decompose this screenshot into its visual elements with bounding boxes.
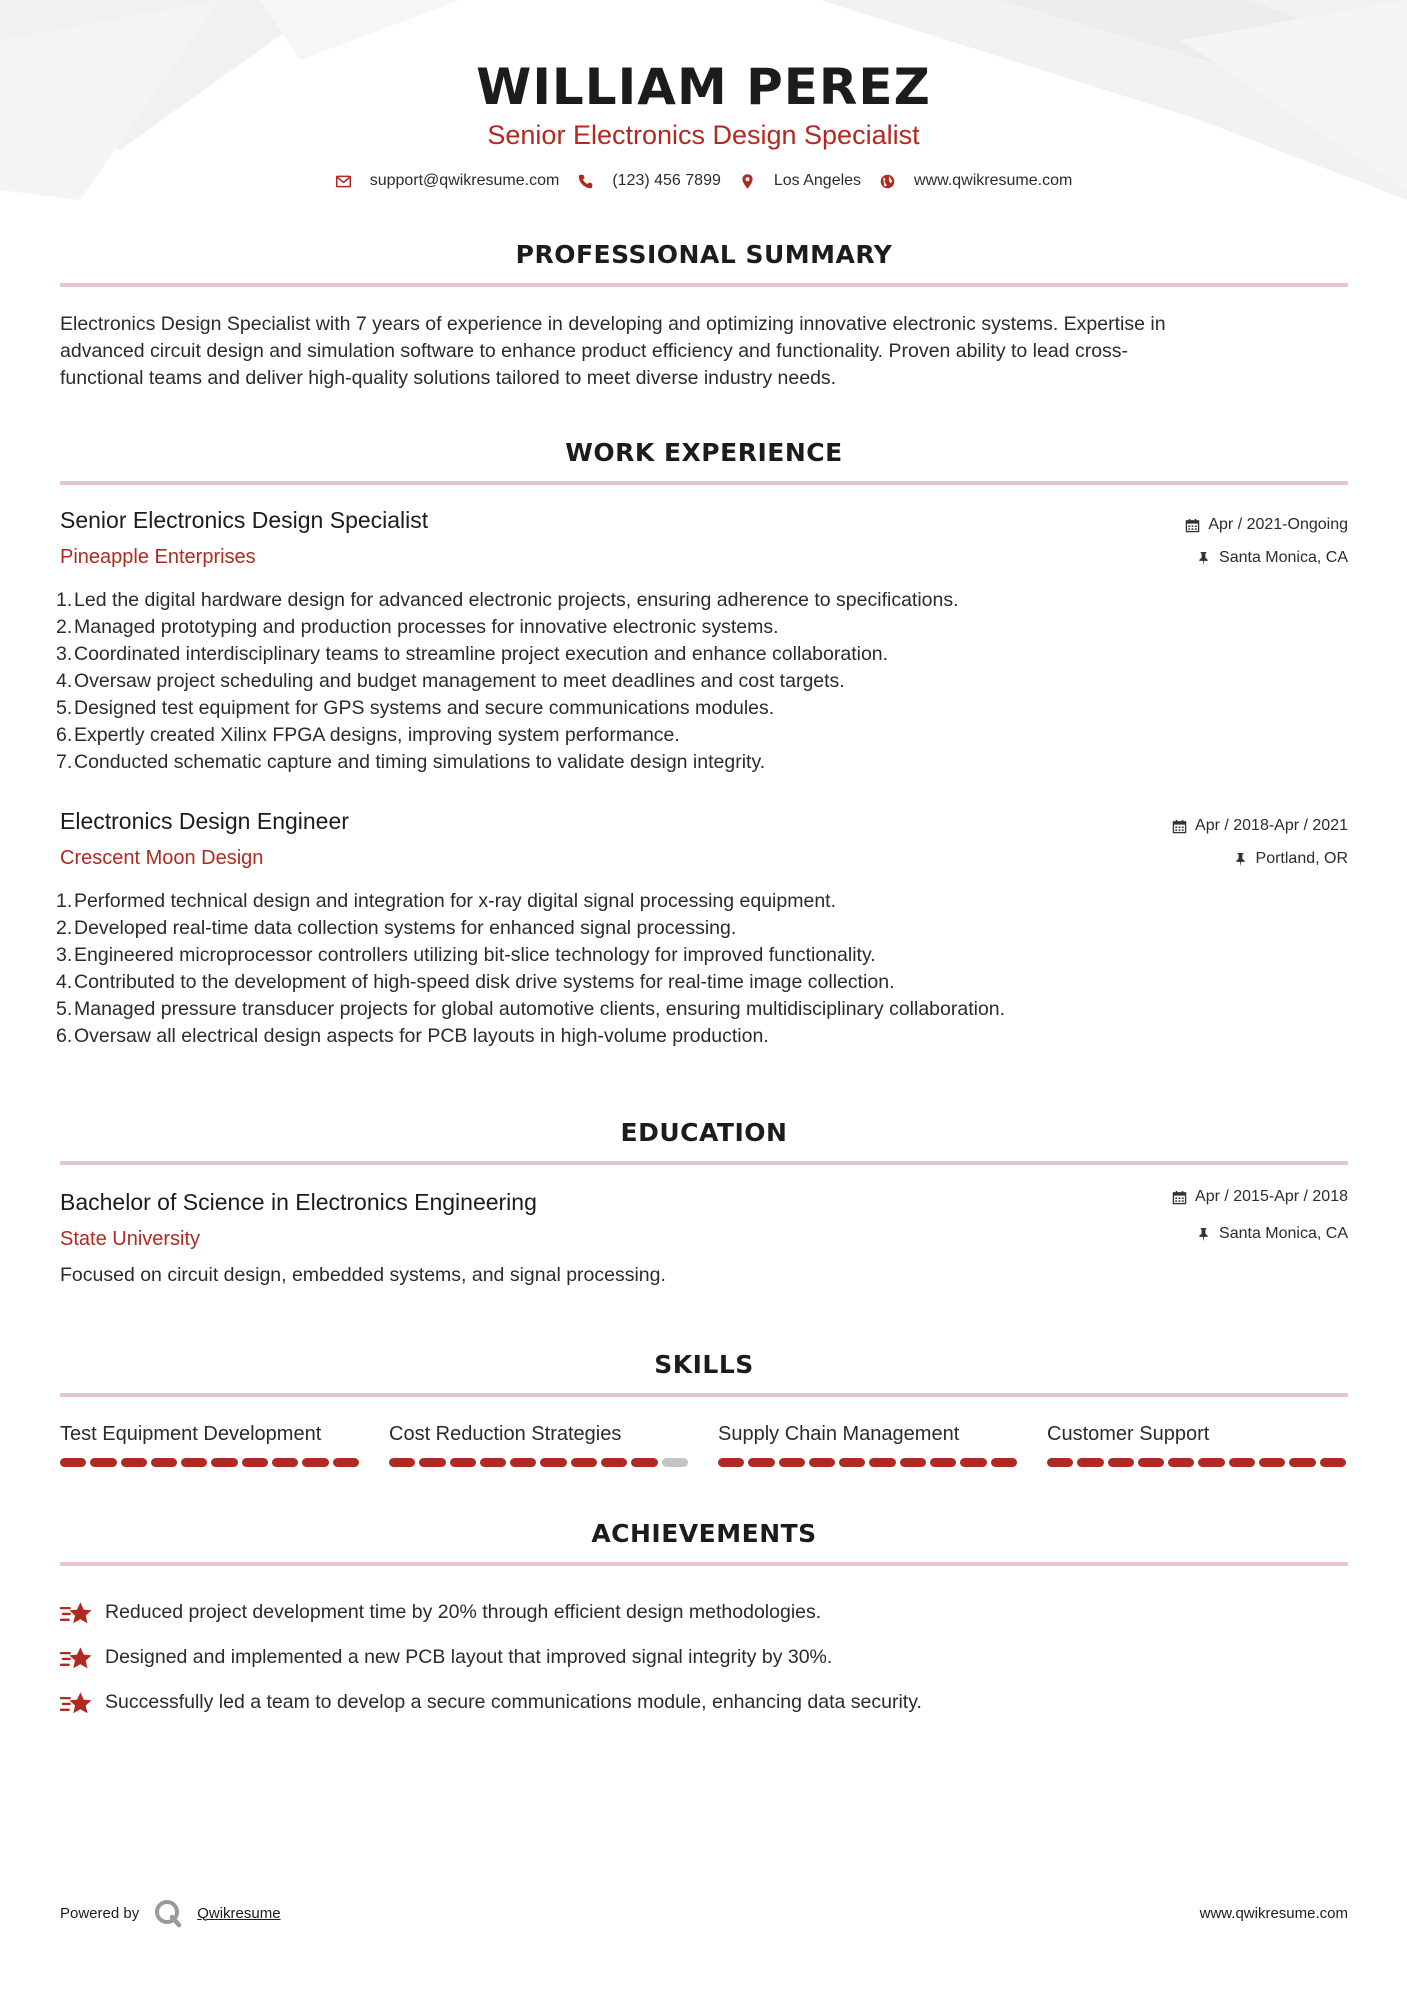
skill-level-bar: [389, 1458, 688, 1467]
shooting-star-icon: [60, 1599, 93, 1627]
skill-level-segment: [60, 1458, 86, 1467]
skill-level-segment: [779, 1458, 805, 1467]
experience-divider: [60, 481, 1348, 485]
contact-bar: [0, 172, 1407, 190]
skill-item: [60, 1420, 359, 1467]
achievements-heading: ACHIEVEMENTS: [591, 1519, 817, 1548]
skill-level-segment: [181, 1458, 207, 1467]
job-responsibilities: [56, 587, 1300, 776]
school-name: State University: [60, 1228, 201, 1250]
list-item: 6.Oversaw all electrical design aspects for PCB layouts in high-volume production.: [56, 1025, 769, 1047]
list-item: 7.Conducted schematic capture and timing simulations to validate design integrity.: [56, 751, 766, 773]
skill-level-segment: [960, 1458, 986, 1467]
job-company: Crescent Moon Design: [60, 847, 264, 869]
contact-phone-text: (123) 456 7899: [612, 172, 721, 189]
skill-item: [1047, 1420, 1346, 1467]
skill-level-segment: [419, 1458, 445, 1467]
skill-level-segment: [1320, 1458, 1346, 1467]
skill-level-segment: [90, 1458, 116, 1467]
candidate-name: WILLIAM PEREZ: [476, 58, 931, 116]
job-company: Pineapple Enterprises: [60, 546, 256, 568]
contact-website-text: www.qwikresume.com: [914, 172, 1073, 189]
achievement-text: Designed and implemented a new PCB layout that improved signal integrity by 30%.: [105, 1646, 833, 1668]
achievements-list: [60, 1590, 1348, 1725]
skill-level-segment: [1198, 1458, 1224, 1467]
pushpin-icon: [1196, 1227, 1211, 1242]
skill-level-segment: [1168, 1458, 1194, 1467]
education-heading: EDUCATION: [620, 1118, 788, 1147]
list-item: 1.Performed technical design and integration for x-ray digital signal processing equipment.: [56, 890, 837, 912]
job-dates: [1185, 516, 1348, 534]
job-responsibilities: [56, 888, 1300, 1050]
globe-icon: [879, 173, 896, 190]
education-divider: [60, 1161, 1348, 1165]
skill-level-segment: [930, 1458, 956, 1467]
summary-line: Electronics Design Specialist with 7 years of experience in developing and optimizing innovative electronic systems. Expertise in: [60, 313, 1166, 335]
achievement-text: Reduced project development time by 20% through efficient design methodologies.: [105, 1601, 822, 1623]
phone-icon: [577, 173, 594, 190]
job-dates-text: Apr / 2021-Ongoing: [1208, 516, 1348, 533]
skills-divider: [60, 1393, 1348, 1397]
skill-level-segment: [450, 1458, 476, 1467]
skill-level-segment: [121, 1458, 147, 1467]
skill-name: Cost Reduction Strategies: [389, 1423, 622, 1445]
skill-level-segment: [272, 1458, 298, 1467]
candidate-title: Senior Electronics Design Specialist: [487, 120, 920, 150]
skill-level-segment: [1229, 1458, 1255, 1467]
list-item: [60, 1680, 1348, 1725]
achievement-text: Successfully led a team to develop a secure communications module, enhancing data security.: [105, 1691, 922, 1713]
contact-website[interactable]: [879, 172, 1072, 190]
calendar-icon: [1172, 1190, 1187, 1205]
skill-level-segment: [333, 1458, 359, 1467]
shooting-star-icon: [60, 1689, 93, 1717]
skill-item: [389, 1420, 688, 1467]
skill-level-segment: [809, 1458, 835, 1467]
skill-level-bar: [60, 1458, 359, 1467]
skill-level-segment: [718, 1458, 744, 1467]
footer-powered-by: [60, 1898, 281, 1928]
calendar-icon: [1185, 518, 1200, 533]
contact-phone[interactable]: [577, 172, 721, 190]
skill-level-segment: [1138, 1458, 1164, 1467]
skill-level-segment: [1047, 1458, 1073, 1467]
skill-level-segment: [1108, 1458, 1134, 1467]
list-item: 2.Managed prototyping and production processes for innovative electronic systems.: [56, 616, 779, 638]
education-dates: [1172, 1188, 1348, 1206]
summary-heading: PROFESSIONAL SUMMARY: [515, 240, 893, 269]
skill-name: Supply Chain Management: [718, 1423, 960, 1445]
skill-name: Test Equipment Development: [60, 1423, 322, 1445]
list-item: 3.Engineered microprocessor controllers utilizing bit-slice technology for improved functionality.: [56, 944, 876, 966]
summary-line: advanced circuit design and simulation software to enhance product efficiency and functionality. Proven ability to lead cross-: [60, 340, 1129, 362]
contact-location-text: Los Angeles: [773, 172, 862, 189]
list-item: 3.Coordinated interdisciplinary teams to streamline project execution and enhance collaboration.: [56, 643, 889, 665]
summary-text: [60, 311, 1348, 392]
skills-heading: SKILLS: [654, 1350, 754, 1379]
list-item: 5.Managed pressure transducer projects for global automotive clients, ensuring multidisciplinary collaboration.: [56, 998, 1006, 1020]
job-title: Electronics Design Engineer: [60, 808, 349, 834]
education-dates-text: Apr / 2015-Apr / 2018: [1195, 1188, 1348, 1205]
skill-level-segment: [540, 1458, 566, 1467]
skill-level-segment: [242, 1458, 268, 1467]
education-description: Focused on circuit design, embedded systems, and signal processing.: [60, 1264, 666, 1286]
list-item: [60, 1635, 1348, 1680]
skill-level-segment: [302, 1458, 328, 1467]
summary-divider: [60, 283, 1348, 287]
skill-level-bar: [1047, 1458, 1346, 1467]
job-dates-text: Apr / 2018-Apr / 2021: [1195, 817, 1348, 834]
list-item: 4.Contributed to the development of high-speed disk drive systems for real-time image collection.: [56, 971, 895, 993]
list-item: 6.Expertly created Xilinx FPGA designs, improving system performance.: [56, 724, 680, 746]
job-location: [1233, 850, 1348, 868]
education-location-text: Santa Monica, CA: [1219, 1225, 1348, 1242]
summary-line: functional teams and deliver high-quality solutions tailored to meet diverse industry needs.: [60, 367, 837, 389]
list-item: [60, 1590, 1348, 1635]
skill-level-segment: [1077, 1458, 1103, 1467]
skill-level-segment: [839, 1458, 865, 1467]
list-item: 1.Led the digital hardware design for advanced electronic projects, ensuring adherence to specifications.: [56, 589, 959, 611]
skill-item: [718, 1420, 1017, 1467]
contact-email-text: support@qwikresume.com: [369, 172, 560, 189]
skill-level-segment: [389, 1458, 415, 1467]
list-item: 5.Designed test equipment for GPS systems and secure communications modules.: [56, 697, 775, 719]
contact-email[interactable]: [335, 172, 560, 190]
footer-website-link[interactable]: www.qwikresume.com: [1199, 1905, 1348, 1922]
skill-level-segment: [869, 1458, 895, 1467]
education-location: [1196, 1225, 1348, 1243]
skill-level-segment: [662, 1458, 688, 1467]
pushpin-icon: [1196, 551, 1211, 566]
skill-level-segment: [991, 1458, 1017, 1467]
experience-heading: WORK EXPERIENCE: [565, 438, 843, 467]
job-location: [1196, 549, 1348, 567]
skill-level-segment: [571, 1458, 597, 1467]
skill-level-segment: [151, 1458, 177, 1467]
location-pin-icon: [739, 173, 756, 190]
skill-level-segment: [211, 1458, 237, 1467]
skill-level-segment: [601, 1458, 627, 1467]
job-title: Senior Electronics Design Specialist: [60, 507, 429, 533]
contact-location: [739, 172, 861, 190]
list-item: 2.Developed real-time data collection systems for enhanced signal processing.: [56, 917, 737, 939]
pushpin-icon: [1233, 852, 1248, 867]
powered-by-label: Powered by: [60, 1904, 140, 1922]
skill-name: Customer Support: [1047, 1423, 1210, 1445]
skills-grid: [60, 1420, 1348, 1467]
skill-level-segment: [1289, 1458, 1315, 1467]
list-item: 4.Oversaw project scheduling and budget management to meet deadlines and cost targets.: [56, 670, 845, 692]
calendar-icon: [1172, 819, 1187, 834]
mail-icon: [335, 173, 352, 190]
qwikresume-logo-icon: [153, 1898, 183, 1928]
skill-level-segment: [900, 1458, 926, 1467]
skill-level-bar: [718, 1458, 1017, 1467]
skill-level-segment: [748, 1458, 774, 1467]
job-location-text: Santa Monica, CA: [1219, 549, 1348, 566]
qwikresume-link[interactable]: Qwikresume: [197, 1904, 281, 1922]
degree-title: Bachelor of Science in Electronics Engineering: [60, 1189, 537, 1215]
job-dates: [1172, 817, 1348, 835]
skill-level-segment: [1259, 1458, 1285, 1467]
skill-level-segment: [480, 1458, 506, 1467]
skill-level-segment: [510, 1458, 536, 1467]
shooting-star-icon: [60, 1644, 93, 1672]
job-location-text: Portland, OR: [1255, 850, 1348, 867]
achievements-divider: [60, 1562, 1348, 1566]
skill-level-segment: [631, 1458, 657, 1467]
